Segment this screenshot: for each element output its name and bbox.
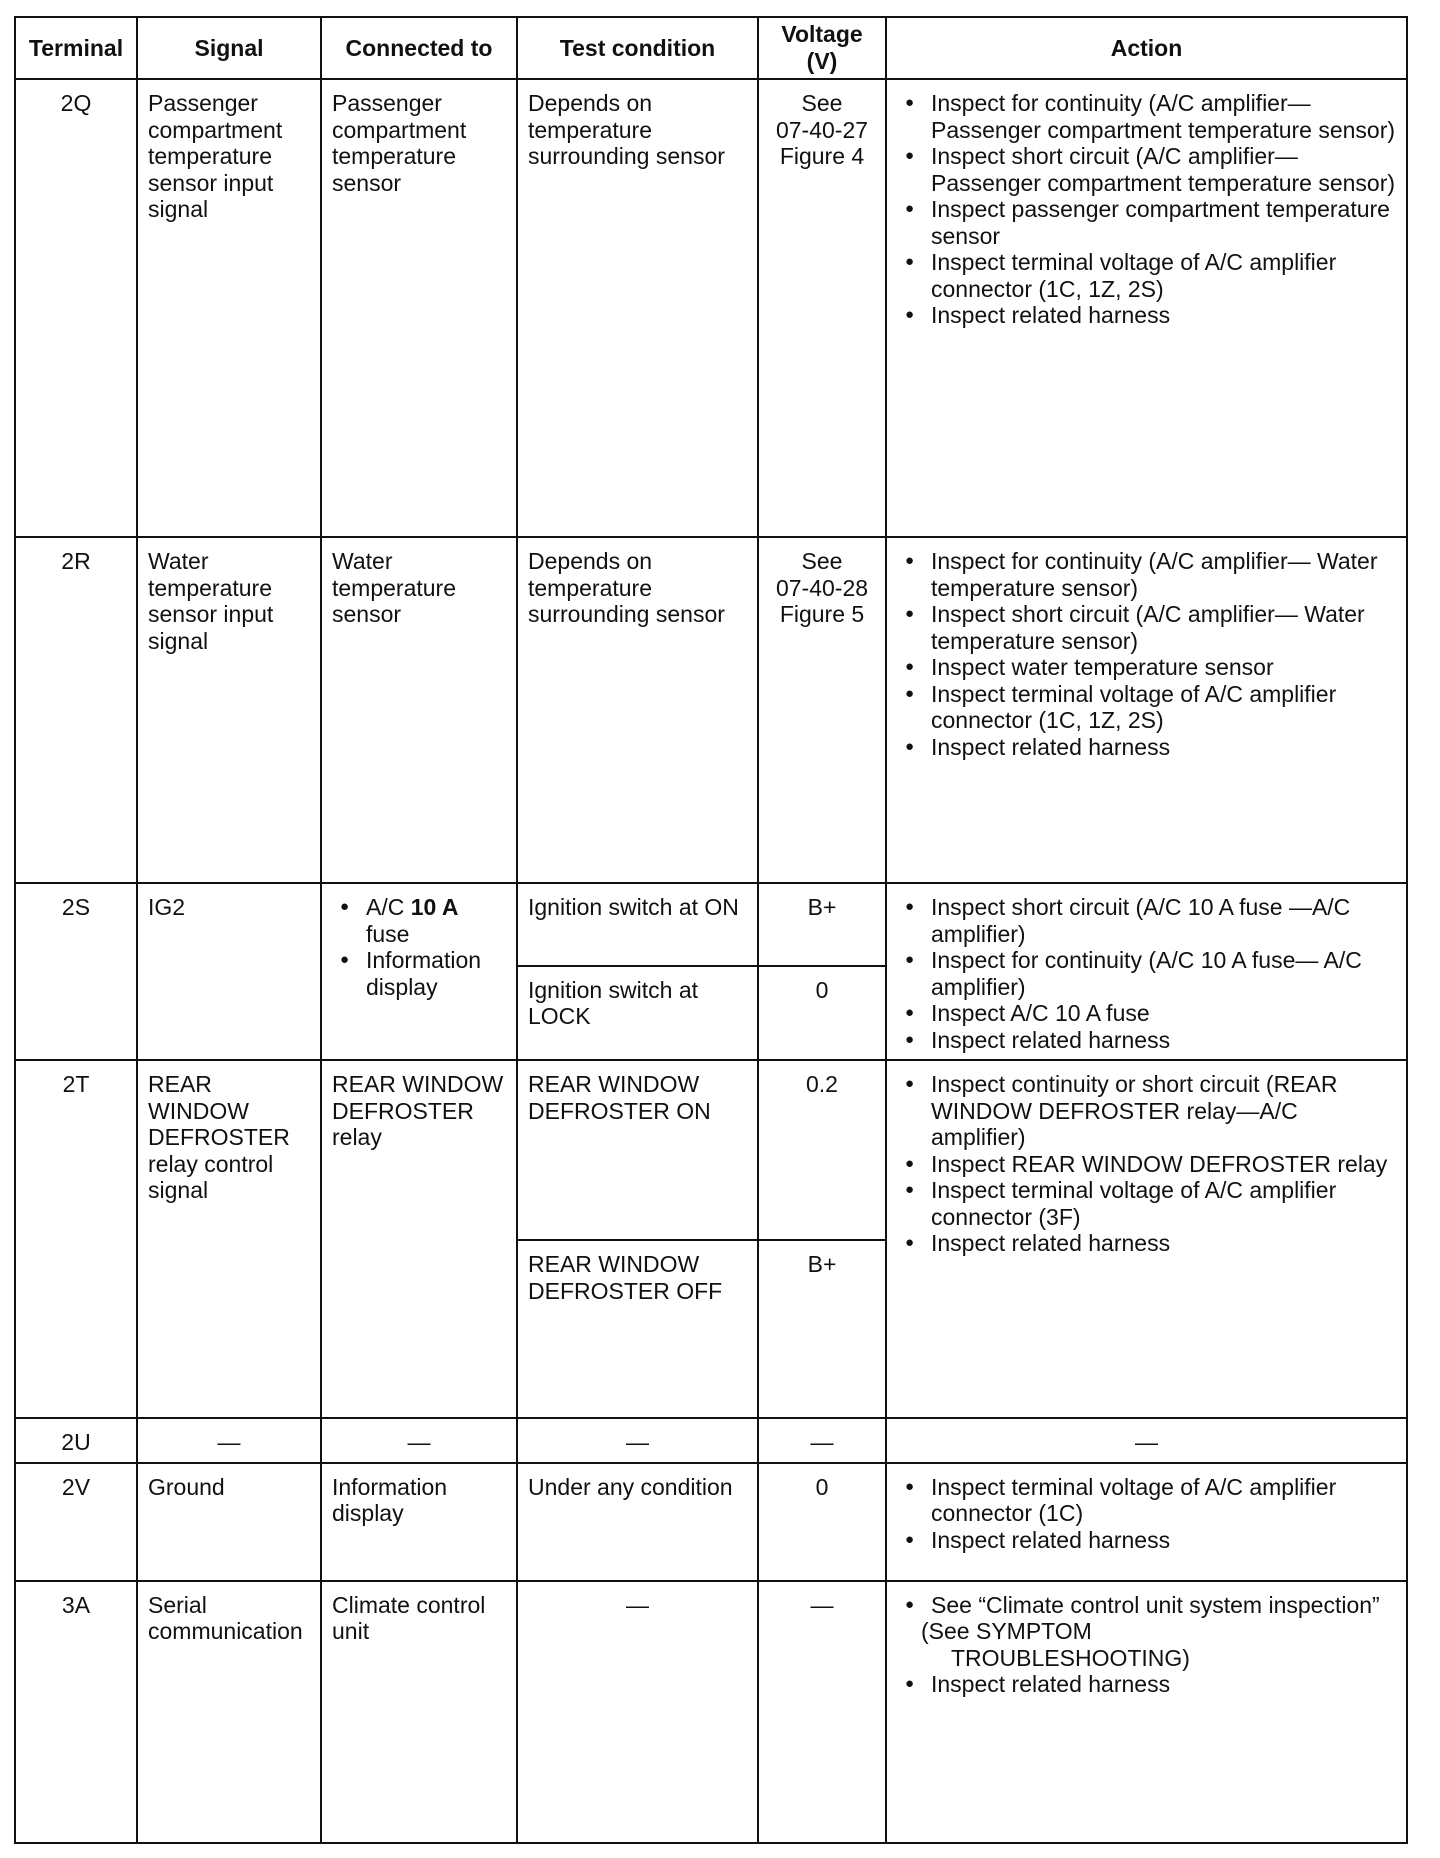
terminal-cell: 2Q <box>15 79 137 537</box>
action-item: ● Inspect REAR WINDOW DEFROSTER relay <box>897 1151 1396 1178</box>
header-action: Action <box>886 17 1407 79</box>
connected-cell: Climate control unit <box>321 1581 517 1844</box>
table-row-3a <box>15 1581 1407 1844</box>
voltage-line: 07-40-27 <box>775 116 869 143</box>
connected-cell <box>321 883 517 1060</box>
terminal-cell: 2R <box>15 537 137 883</box>
signal-cell: IG2 <box>137 883 321 1060</box>
action-item: ● Inspect for continuity (A/C amplifier— Passenger compartment temperature sensor) <box>897 90 1396 143</box>
action-item: ● Inspect related harness <box>897 1230 1396 1257</box>
voltage-cell: 0 <box>758 1463 886 1581</box>
action-item: ● Inspect short circuit (A/C amplifier— Passenger compartment temperature sensor) <box>897 143 1396 196</box>
action-cell <box>886 1581 1407 1844</box>
terminal-cell: 2V <box>15 1463 137 1581</box>
action-item: ● Inspect related harness <box>897 1027 1396 1054</box>
connected-cell: — <box>321 1418 517 1463</box>
action-cell <box>886 883 1407 1060</box>
condition-cell: Ignition switch at LOCK <box>517 966 758 1060</box>
action-item: ● Inspect for continuity (A/C 10 A fuse— A/C amplifier) <box>897 947 1396 1000</box>
header-voltage: Voltage (V) <box>758 17 886 79</box>
connected-cell: REAR WINDOW DEFROSTER relay <box>321 1060 517 1418</box>
signal-cell: REAR WINDOW DEFROSTER relay control signal <box>137 1060 321 1418</box>
condition-cell: REAR WINDOW DEFROSTER ON <box>517 1060 758 1240</box>
action-item: ● Inspect related harness <box>897 734 1396 761</box>
action-item: ● Inspect water temperature sensor <box>897 654 1396 681</box>
table-row-2u <box>15 1418 1407 1463</box>
action-item: ● Inspect passenger compartment temperature sensor <box>897 196 1396 249</box>
action-cell <box>886 1463 1407 1581</box>
terminal-cell: 2U <box>15 1418 137 1463</box>
voltage-line: Figure 4 <box>779 143 865 169</box>
terminal-table <box>14 16 1408 1844</box>
signal-cell: Passenger compartment temperature sensor input signal <box>137 79 321 537</box>
condition-cell: — <box>517 1581 758 1844</box>
action-item <box>897 1592 1396 1619</box>
action-cell: — <box>886 1418 1407 1463</box>
action-item: ● Inspect terminal voltage of A/C amplifier connector (3F) <box>897 1177 1396 1230</box>
connected-cell: Passenger compartment temperature sensor <box>321 79 517 537</box>
action-item: ● Inspect terminal voltage of A/C amplifier connector (1C, 1Z, 2S) <box>897 249 1396 302</box>
voltage-cell: 0.2 <box>758 1060 886 1240</box>
voltage-cell <box>758 79 886 537</box>
action-cell <box>886 79 1407 537</box>
signal-cell: Serial communication <box>137 1581 321 1844</box>
header-signal: Signal <box>137 17 321 79</box>
connected-cell: Information display <box>321 1463 517 1581</box>
voltage-cell: — <box>758 1418 886 1463</box>
signal-cell: Ground <box>137 1463 321 1581</box>
action-item: ● Inspect related harness <box>897 1671 1396 1698</box>
voltage-line: See <box>801 548 843 574</box>
condition-cell: REAR WINDOW DEFROSTER OFF <box>517 1240 758 1418</box>
fuse-suffix: fuse <box>366 920 410 947</box>
fuse-rating: 10 A <box>410 894 459 920</box>
table-row-2s <box>15 883 1407 966</box>
action-item: ● Inspect short circuit (A/C 10 A fuse —A/C amplifier) <box>897 894 1396 947</box>
fuse-prefix: A/C <box>366 894 411 920</box>
action-note: (See SYMPTOM <box>921 1618 1092 1644</box>
connected-item: ● Information display <box>332 947 506 1000</box>
voltage-line: 07-40-28 <box>775 574 869 601</box>
header-terminal: Terminal <box>15 17 137 79</box>
action-text: ● See “Climate control unit system inspection” <box>931 1591 1380 1618</box>
terminal-cell: 3A <box>15 1581 137 1844</box>
condition-cell: Depends on temperature surrounding sensor <box>517 79 758 537</box>
condition-cell: Depends on temperature surrounding sensor <box>517 537 758 883</box>
terminal-cell: 2S <box>15 883 137 1060</box>
action-item: ● Inspect terminal voltage of A/C amplifier connector (1C, 1Z, 2S) <box>897 681 1396 734</box>
voltage-cell: — <box>758 1581 886 1844</box>
voltage-line: See <box>801 90 843 116</box>
action-item: ● Inspect related harness <box>897 302 1396 329</box>
action-item: ● Inspect short circuit (A/C amplifier— Water temperature sensor) <box>897 601 1396 654</box>
action-cell <box>886 537 1407 883</box>
condition-cell: Under any condition <box>517 1463 758 1581</box>
table-row-2q <box>15 79 1407 537</box>
action-item: ● Inspect terminal voltage of A/C amplifier connector (1C) <box>897 1474 1396 1527</box>
terminal-cell: 2T <box>15 1060 137 1418</box>
action-item: ● Inspect continuity or short circuit (REAR WINDOW DEFROSTER relay—A/C amplifier) <box>897 1071 1396 1151</box>
connected-item <box>332 894 506 947</box>
voltage-cell <box>758 537 886 883</box>
voltage-cell: B+ <box>758 883 886 966</box>
action-item: ● Inspect for continuity (A/C amplifier— Water temperature sensor) <box>897 548 1396 601</box>
action-note: TROUBLESHOOTING) <box>951 1644 1190 1671</box>
action-cell <box>886 1060 1407 1418</box>
condition-cell: Ignition switch at ON <box>517 883 758 966</box>
table-row-2v <box>15 1463 1407 1581</box>
table-row-2r <box>15 537 1407 883</box>
action-item: ● Inspect A/C 10 A fuse <box>897 1000 1396 1027</box>
voltage-line: Figure 5 <box>779 601 865 627</box>
table-row-2t <box>15 1060 1407 1240</box>
signal-cell: — <box>137 1418 321 1463</box>
connected-cell: Water temperature sensor <box>321 537 517 883</box>
action-item: ● Inspect related harness <box>897 1527 1396 1554</box>
condition-cell: — <box>517 1418 758 1463</box>
voltage-cell: 0 <box>758 966 886 1060</box>
signal-cell: Water temperature sensor input signal <box>137 537 321 883</box>
header-row <box>15 17 1407 79</box>
header-connected-to: Connected to <box>321 17 517 79</box>
voltage-cell: B+ <box>758 1240 886 1418</box>
header-test-condition: Test condition <box>517 17 758 79</box>
